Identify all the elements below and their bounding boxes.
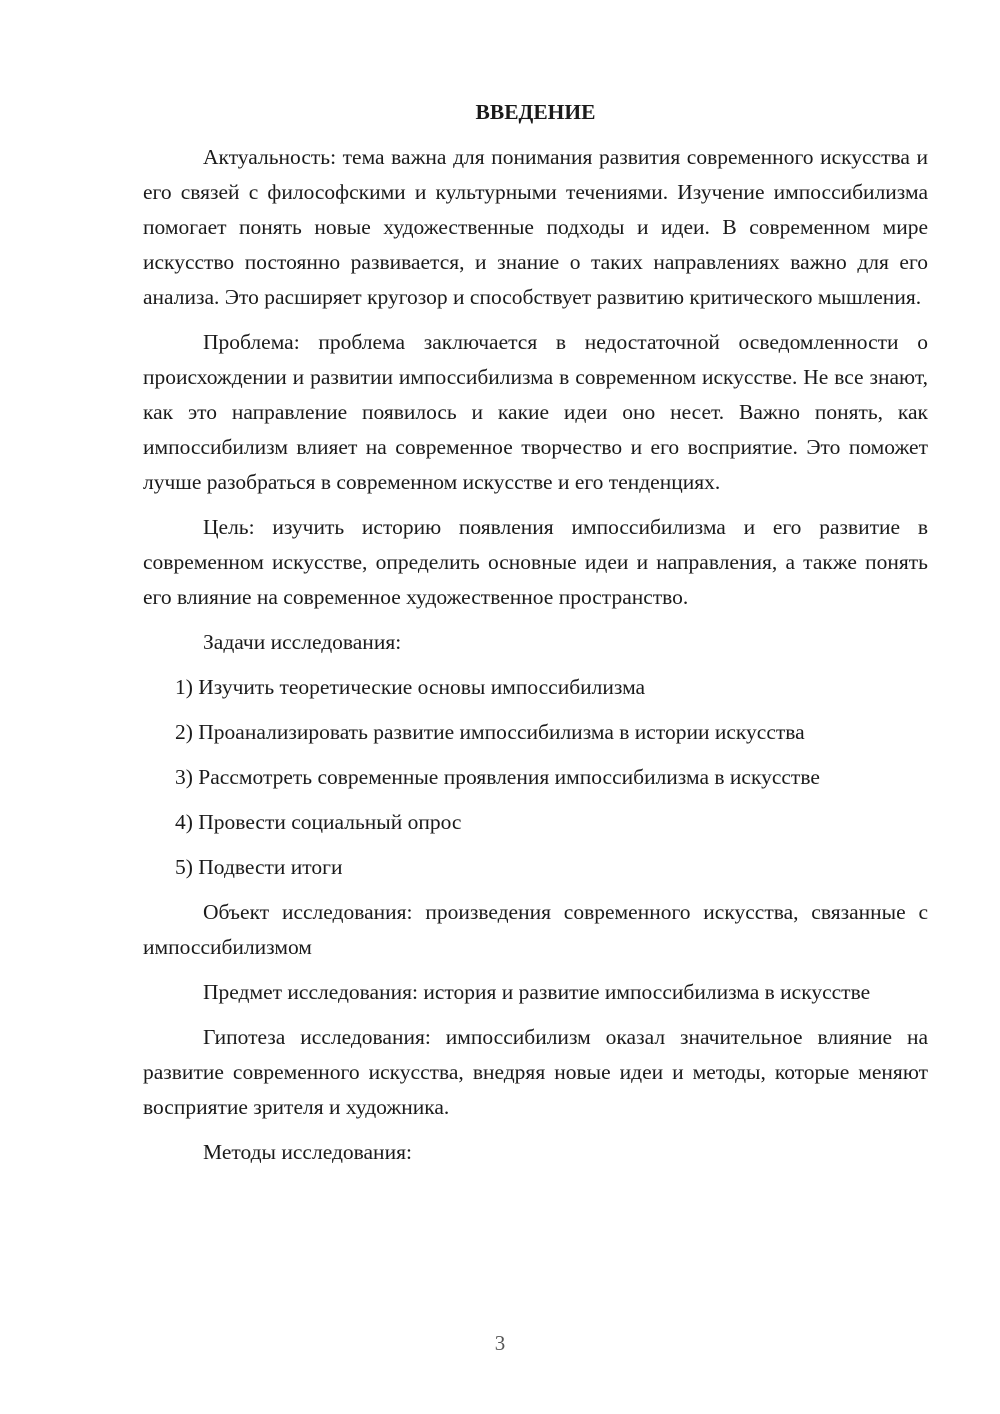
list-item: 4) Провести социальный опрос <box>175 810 462 834</box>
problem-paragraph: Проблема: проблема заключается в недостаточной осведомленности о происхождении и развитии импоссибилизма в современном искусстве. Не все знают, как это направление появилось и какие идеи оно несет. Важно понять, как импоссибилизм влияет на современное творчество и его восприятие. Это поможет лучше разобраться в современном искусстве и его тенденциях. <box>143 330 928 494</box>
list-item: 2) Проанализировать развитие импоссибилизма в истории искусства <box>175 720 805 744</box>
tasks-list <box>143 670 928 885</box>
list-item: 5) Подвести итоги <box>175 855 343 879</box>
relevance-paragraph: Актуальность: тема важна для понимания развития современного искусства и его связей с философскими и культурными течениями. Изучение импоссибилизма помогает понять новые художественные подходы и идеи. В современном мире искусство постоянно развивается, и знание о таких направлениях важно для его анализа. Это расширяет кругозор и способствует развитию критического мышления. <box>143 145 928 309</box>
tasks-label: Задачи исследования: <box>203 630 402 654</box>
document-page <box>143 95 928 1180</box>
goal-paragraph: Цель: изучить историю появления импоссибилизма и его развитие в современном искусстве, определить основные идеи и направления, а также понять его влияние на современное художественное пространство. <box>143 515 928 609</box>
hypothesis-paragraph: Гипотеза исследования: импоссибилизм оказал значительное влияние на развитие современного искусства, внедряя новые идеи и методы, которые меняют восприятие зрителя и художника. <box>143 1025 928 1119</box>
methods-label: Методы исследования: <box>203 1140 412 1164</box>
object-paragraph: Объект исследования: произведения современного искусства, связанные с импоссибилизмом <box>143 900 928 959</box>
list-item: 1) Изучить теоретические основы импоссибилизма <box>175 675 646 699</box>
section-title: ВВЕДЕНИЕ <box>475 100 596 124</box>
list-item: 3) Рассмотреть современные проявления импоссибилизма в искусстве <box>175 765 820 789</box>
subject-paragraph: Предмет исследования: история и развитие импоссибилизма в искусстве <box>203 980 871 1004</box>
page-number: 3 <box>494 1331 506 1355</box>
